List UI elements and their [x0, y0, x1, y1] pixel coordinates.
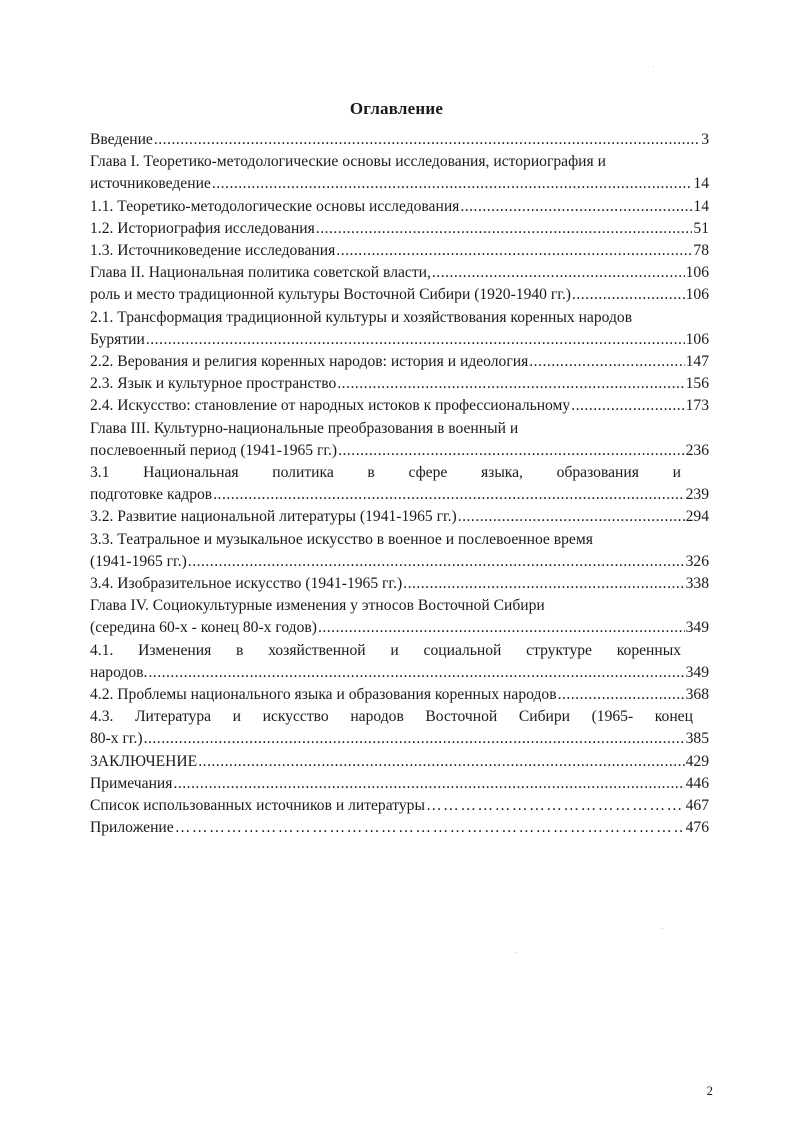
title-word: 4.1. [90, 641, 114, 659]
dot-leader [148, 662, 684, 684]
toc-entry-page: 385 [685, 730, 709, 748]
dot-leader [212, 173, 693, 195]
dot-leader [146, 329, 685, 351]
toc-entry-page: 14 [693, 175, 709, 193]
toc-entry-title: 3.4. Изобразительное искусство (1941-1965 гг.) [90, 575, 403, 593]
toc-entry-bibliography[interactable] [90, 795, 709, 817]
dot-leader [336, 240, 692, 262]
scan-speck [653, 66, 654, 67]
toc-entry-notes[interactable] [90, 773, 709, 795]
toc-entry-chapter-2-subtitle[interactable] [90, 284, 709, 306]
title-word: Восточной [425, 708, 498, 726]
toc-entry-appendix[interactable] [90, 817, 709, 839]
toc-entry-title: 3.2. Развитие национальной литературы (1941-1965 гг.) [90, 508, 457, 526]
title-word: политика [272, 464, 334, 482]
title-word: языка, [480, 464, 523, 482]
toc-entry-title: Бурятии [90, 330, 145, 348]
title-word: коренных [616, 641, 681, 659]
dot-leader [403, 573, 684, 595]
toc-entry-title: 2.4. Искусство: становление от народных истоков к профессиональному [90, 397, 571, 415]
toc-entry-page: 14 [693, 197, 709, 215]
toc-entry-title: 1.2. Историография исследования [90, 219, 315, 237]
toc-entry-page: 294 [685, 508, 709, 526]
title-word: 3.1 [90, 464, 110, 482]
toc-entry-page: 147 [685, 353, 709, 371]
toc-entry-page: 467 [685, 797, 709, 815]
toc-entry-title: роль и место традиционной культуры Восточной Сибири (1920-1940 гг.) [90, 286, 571, 304]
dot-leader [460, 196, 692, 218]
title-word: и [232, 708, 242, 726]
toc-entry-section-1-1[interactable] [90, 196, 709, 218]
toc-entry-page: 78 [693, 242, 709, 260]
toc-entry-page: 3 [701, 131, 709, 148]
toc-entry-page: 476 [685, 819, 709, 837]
title-word: структуре [526, 641, 592, 659]
toc-entry-chapter-2[interactable] [90, 262, 709, 284]
toc-entry-title: Глава II. Национальная политика советской власти, [90, 264, 431, 282]
toc-entry-section-2-2[interactable] [90, 351, 709, 373]
title-word: в [236, 641, 244, 659]
dot-leader [173, 773, 684, 795]
title-word: и [390, 641, 399, 659]
toc-entry-introduction[interactable] [90, 129, 709, 151]
toc-entry-title-line [90, 640, 709, 662]
title-word: Изменения [138, 641, 212, 659]
toc-entry-title: Список использованных источников и литературы [90, 797, 425, 815]
toc-entry-page: 106 [685, 330, 709, 348]
dot-leader [338, 440, 685, 462]
toc-entry-section-3-4[interactable] [90, 573, 709, 595]
page-number: 2 [706, 1083, 713, 1098]
toc-entry-page: 51 [693, 219, 709, 237]
title-word: Национальная [143, 464, 239, 482]
dot-leader [426, 795, 685, 817]
toc-entry-title-line: 2.1. Трансформация традиционной культуры и хозяйствования коренных народов [90, 308, 633, 326]
toc-entry-page: 173 [685, 397, 709, 415]
dot-leader [458, 506, 685, 528]
dot-leader [188, 551, 685, 573]
dot-leader [316, 218, 693, 240]
toc-entry-page: 106 [685, 264, 709, 282]
toc-entry-page: 338 [685, 575, 709, 593]
toc-entry-title: Приложение [90, 819, 174, 837]
toc-entry-title: 1.1. Теоретико-методологические основы исследования [90, 197, 460, 215]
toc-entry-section-4-1[interactable] [90, 640, 709, 684]
toc-entry-title-line: Глава III. Культурно-национальные преобразования в военный и [90, 419, 519, 437]
dot-leader [318, 617, 685, 639]
toc-entry-conclusion[interactable] [90, 751, 709, 773]
toc-entry-page: 349 [685, 619, 709, 637]
toc-entry-title: (1941-1965 гг.) [90, 552, 187, 570]
toc-entry-section-3-2[interactable] [90, 506, 709, 528]
toc-entry-title: 2.2. Верования и религия коренных народов: история и идеология [90, 353, 529, 371]
dot-leader [571, 395, 684, 417]
toc-entry-section-4-3[interactable] [90, 706, 709, 750]
toc-entry-title: 80-х гг.) [90, 730, 143, 748]
toc-entry-title: 4.2. Проблемы национального языка и образования коренных народов [90, 686, 557, 704]
toc-entry-page: 236 [685, 441, 709, 459]
toc-entry-title: Примечания [90, 774, 173, 792]
toc-entry-title: послевоенный период (1941-1965 гг.) [90, 441, 338, 459]
toc-entry-section-2-3[interactable] [90, 373, 709, 395]
title-word: хозяйственной [268, 641, 366, 659]
toc-entry-title: Введение [90, 131, 153, 148]
toc-entry-title-line: Глава IV. Социокультурные изменения у этносов Восточной Сибири [90, 597, 545, 615]
title-word: народов [350, 708, 404, 726]
title-word: и [672, 464, 681, 482]
toc-entry-chapter-3[interactable] [90, 418, 709, 462]
toc-entry-section-1-2[interactable] [90, 218, 709, 240]
toc-entry-section-4-2[interactable] [90, 684, 709, 706]
title-word: Литература [134, 708, 212, 726]
toc-entry-section-2-4[interactable] [90, 395, 709, 417]
toc-entry-page: 239 [685, 486, 709, 504]
toc-entry-section-2-1[interactable] [90, 307, 709, 351]
dot-leader [529, 351, 684, 373]
title-word: социальной [423, 641, 502, 659]
toc-entry-title: источниковедение [90, 175, 211, 193]
title-word: искусство [262, 708, 329, 726]
page-title: Оглавление [349, 99, 444, 118]
scan-speck [662, 928, 663, 929]
dot-leader [198, 751, 684, 773]
dot-leader [558, 684, 685, 706]
toc-entry-title: подготовке кадров [90, 486, 213, 504]
title-word: 4.3. [90, 708, 114, 726]
toc-entry-page: 326 [685, 552, 709, 570]
dot-leader [572, 284, 685, 306]
toc-entry-title: 2.3. Язык и культурное пространство [90, 375, 337, 393]
toc-entry-page: 106 [685, 286, 709, 304]
dot-leader [144, 728, 685, 750]
title-word: сфере [408, 464, 448, 482]
toc-entry-page: 446 [685, 774, 709, 792]
toc-entry-chapter-1[interactable] [90, 151, 709, 195]
title-word: (1965- [591, 708, 634, 726]
toc-entry-title: (середина 60-х - конец 80-х годов) [90, 619, 317, 637]
toc-entry-title-line [90, 462, 709, 484]
dot-leader [154, 129, 700, 151]
title-word: конец [654, 708, 693, 726]
dot-leader [175, 817, 685, 839]
toc-entry-title-line [90, 706, 709, 728]
toc-entry-page: 349 [685, 663, 709, 681]
toc-entry-chapter-4[interactable] [90, 595, 709, 639]
toc-entry-page: 156 [685, 375, 709, 393]
toc-entry-page: 429 [685, 752, 709, 770]
title-word: Сибири [518, 708, 570, 726]
dot-leader [213, 484, 684, 506]
title-word: в [367, 464, 375, 482]
toc-entry-title-line: Глава I. Теоретико-методологические основы исследования, историография и [90, 153, 606, 171]
dot-leader [432, 262, 685, 284]
toc-entry-title: ЗАКЛЮЧЕНИЕ [90, 752, 198, 770]
toc-entry-title: народов. [90, 663, 148, 681]
toc-entry-section-1-3[interactable] [90, 240, 709, 262]
toc-entry-title: 1.3. Источниковедение исследования [90, 242, 336, 260]
table-of-contents [90, 129, 709, 840]
dot-leader [337, 373, 684, 395]
toc-entry-section-3-3[interactable] [90, 529, 709, 573]
toc-entry-section-3-1[interactable] [90, 462, 709, 506]
scan-speck [516, 952, 517, 953]
toc-entry-title-line: 3.3. Театральное и музыкальное искусство в военное и послевоенное время [90, 530, 593, 548]
toc-entry-page: 368 [685, 686, 709, 704]
title-word: образования [556, 464, 639, 482]
